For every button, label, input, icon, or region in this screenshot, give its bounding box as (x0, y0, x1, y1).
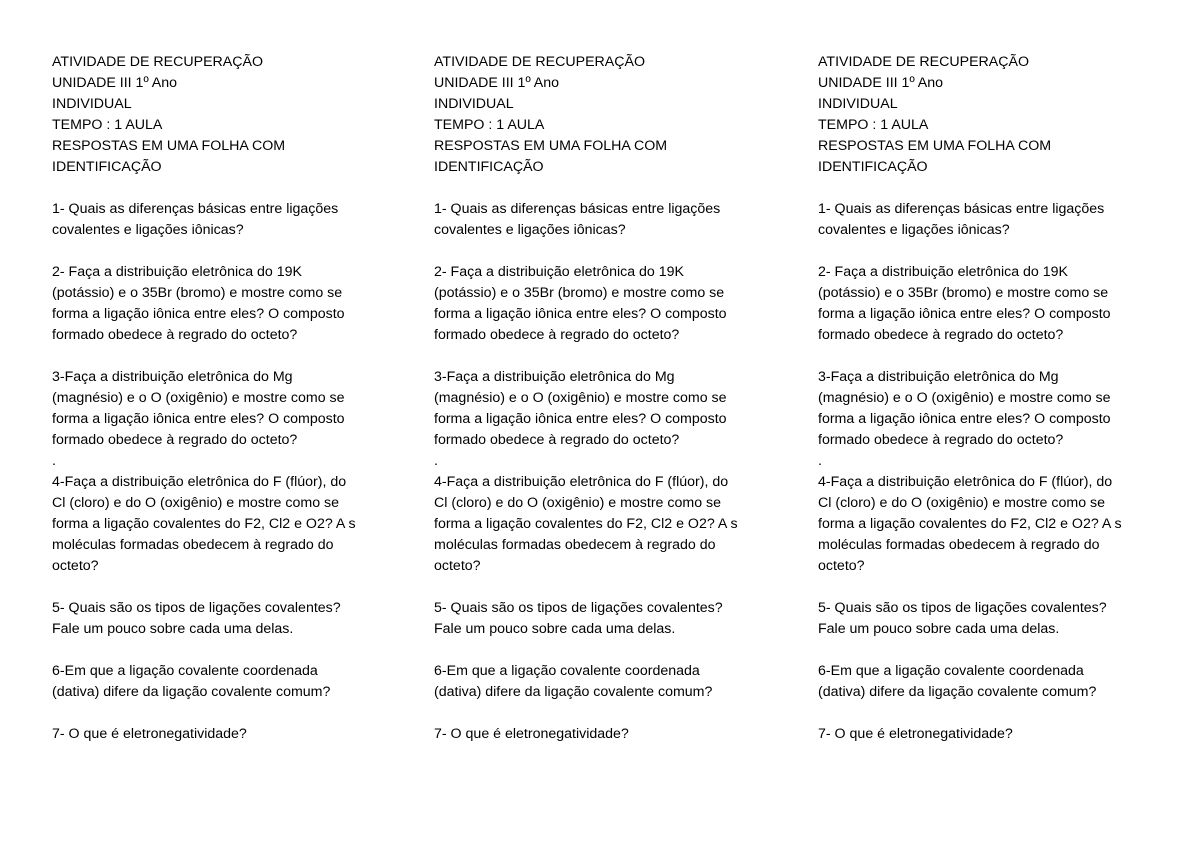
header-line-mode: INDIVIDUAL (818, 96, 898, 112)
question-6-line: 6-Em que a ligação covalente coordenada (52, 663, 318, 679)
question-3 (434, 367, 774, 451)
question-3-line: 3-Faça a distribuição eletrônica do Mg (434, 369, 675, 385)
question-2 (434, 262, 774, 346)
question-7 (434, 724, 774, 745)
question-3-line: formado obedece à regrado do octeto? (52, 432, 298, 448)
question-3-line: 3-Faça a distribuição eletrônica do Mg (52, 369, 293, 385)
question-5-line: Fale um pouco sobre cada uma delas. (434, 621, 676, 637)
question-1 (434, 199, 774, 241)
question-2-line: forma a ligação iônica entre eles? O composto (52, 306, 345, 322)
question-2 (52, 262, 392, 346)
header-line-instructions: RESPOSTAS EM UMA FOLHA COM (434, 138, 668, 154)
activity-header (818, 52, 1158, 178)
question-7 (818, 724, 1158, 745)
question-1-line: covalentes e ligações iônicas? (52, 222, 244, 238)
question-4-line: Cl (cloro) e do O (oxigênio) e mostre como se (52, 495, 340, 511)
question-3-line: (magnésio) e o O (oxigênio) e mostre como se (52, 390, 345, 406)
header-line-time: TEMPO : 1 AULA (52, 117, 163, 133)
question-4-line: 4-Faça a distribuição eletrônica do F (flúor), do (818, 474, 1113, 490)
question-4-line: Cl (cloro) e do O (oxigênio) e mostre como se (818, 495, 1106, 511)
header-line-time: TEMPO : 1 AULA (434, 117, 545, 133)
question-4-line: octeto? (52, 558, 99, 574)
question-3-line: formado obedece à regrado do octeto? (434, 432, 680, 448)
question-1-line: 1- Quais as diferenças básicas entre ligações (52, 201, 339, 217)
question-3-line: formado obedece à regrado do octeto? (818, 432, 1064, 448)
header-line-instructions: RESPOSTAS EM UMA FOLHA COM (52, 138, 286, 154)
question-1 (818, 199, 1158, 241)
question-2 (818, 262, 1158, 346)
question-3-line: (magnésio) e o O (oxigênio) e mostre como se (434, 390, 727, 406)
question-3-line: (magnésio) e o O (oxigênio) e mostre como se (818, 390, 1111, 406)
question-3-line: 3-Faça a distribuição eletrônica do Mg (818, 369, 1059, 385)
question-7-line: 7- O que é eletronegatividade? (818, 726, 1013, 742)
question-3-line: forma a ligação iônica entre eles? O composto (52, 411, 345, 427)
activity-header (52, 52, 392, 178)
question-3 (818, 367, 1158, 451)
question-4 (52, 472, 392, 577)
question-4 (434, 472, 774, 577)
question-4 (818, 472, 1158, 577)
question-6-line: (dativa) difere da ligação covalente comum? (434, 684, 713, 700)
activity-header (434, 52, 774, 178)
question-2-line: (potássio) e o 35Br (bromo) e mostre como se (434, 285, 725, 301)
question-4-line: moléculas formadas obedecem à regrado do (52, 537, 334, 553)
question-3-line: forma a ligação iônica entre eles? O composto (434, 411, 727, 427)
header-line-mode: INDIVIDUAL (52, 96, 132, 112)
header-line-identification: IDENTIFICAÇÃO (434, 159, 544, 175)
activity-column-2 (434, 52, 774, 745)
question-7-line: 7- O que é eletronegatividade? (52, 726, 247, 742)
question-1-line: covalentes e ligações iônicas? (434, 222, 626, 238)
question-4-line: 4-Faça a distribuição eletrônica do F (flúor), do (52, 474, 347, 490)
stray-dot: . (52, 453, 56, 469)
question-1 (52, 199, 392, 241)
question-4-line: octeto? (818, 558, 865, 574)
question-6 (434, 661, 774, 703)
question-6 (52, 661, 392, 703)
question-2-line: formado obedece à regrado do octeto? (434, 327, 680, 343)
stray-dot: . (434, 453, 438, 469)
question-5 (818, 598, 1158, 640)
activity-column-1 (52, 52, 392, 745)
question-1-line: 1- Quais as diferenças básicas entre ligações (434, 201, 721, 217)
activity-column-3 (818, 52, 1158, 745)
question-2-line: (potássio) e o 35Br (bromo) e mostre como se (818, 285, 1109, 301)
stray-dot: . (818, 453, 822, 469)
question-5-line: 5- Quais são os tipos de ligações covalentes? (434, 600, 723, 616)
question-4-line: moléculas formadas obedecem à regrado do (818, 537, 1100, 553)
question-2-line: forma a ligação iônica entre eles? O composto (818, 306, 1111, 322)
header-line-title: ATIVIDADE DE RECUPERAÇÃO (818, 54, 1030, 70)
question-2-line: 2- Faça a distribuição eletrônica do 19K (818, 264, 1068, 280)
question-2-line: formado obedece à regrado do octeto? (818, 327, 1064, 343)
question-4-line: forma a ligação covalentes do F2, Cl2 e O2? A s (434, 516, 738, 532)
question-2-line: forma a ligação iônica entre eles? O composto (434, 306, 727, 322)
question-1-line: covalentes e ligações iônicas? (818, 222, 1010, 238)
question-6-line: 6-Em que a ligação covalente coordenada (818, 663, 1084, 679)
question-5-line: Fale um pouco sobre cada uma delas. (52, 621, 294, 637)
question-5-line: Fale um pouco sobre cada uma delas. (818, 621, 1060, 637)
question-6-line: (dativa) difere da ligação covalente comum? (52, 684, 331, 700)
question-5 (52, 598, 392, 640)
question-4-line: Cl (cloro) e do O (oxigênio) e mostre como se (434, 495, 722, 511)
header-line-unit: UNIDADE III 1º Ano (52, 75, 178, 91)
question-7-line: 7- O que é eletronegatividade? (434, 726, 629, 742)
header-line-title: ATIVIDADE DE RECUPERAÇÃO (434, 54, 646, 70)
question-2-line: 2- Faça a distribuição eletrônica do 19K (434, 264, 684, 280)
header-line-unit: UNIDADE III 1º Ano (434, 75, 560, 91)
header-line-identification: IDENTIFICAÇÃO (818, 159, 928, 175)
question-5-line: 5- Quais são os tipos de ligações covalentes? (818, 600, 1107, 616)
question-4-line: octeto? (434, 558, 481, 574)
header-line-title: ATIVIDADE DE RECUPERAÇÃO (52, 54, 264, 70)
question-1-line: 1- Quais as diferenças básicas entre ligações (818, 201, 1105, 217)
question-2-line: 2- Faça a distribuição eletrônica do 19K (52, 264, 302, 280)
question-6-line: 6-Em que a ligação covalente coordenada (434, 663, 700, 679)
question-2-line: (potássio) e o 35Br (bromo) e mostre como se (52, 285, 343, 301)
header-line-instructions: RESPOSTAS EM UMA FOLHA COM (818, 138, 1052, 154)
question-2-line: formado obedece à regrado do octeto? (52, 327, 298, 343)
question-7 (52, 724, 392, 745)
question-4-line: moléculas formadas obedecem à regrado do (434, 537, 716, 553)
header-line-identification: IDENTIFICAÇÃO (52, 159, 162, 175)
question-4-line: 4-Faça a distribuição eletrônica do F (flúor), do (434, 474, 729, 490)
question-5 (434, 598, 774, 640)
question-5-line: 5- Quais são os tipos de ligações covalentes? (52, 600, 341, 616)
question-4-line: forma a ligação covalentes do F2, Cl2 e O2? A s (818, 516, 1122, 532)
question-6-line: (dativa) difere da ligação covalente comum? (818, 684, 1097, 700)
question-4-line: forma a ligação covalentes do F2, Cl2 e O2? A s (52, 516, 356, 532)
header-line-unit: UNIDADE III 1º Ano (818, 75, 944, 91)
question-3-line: forma a ligação iônica entre eles? O composto (818, 411, 1111, 427)
header-line-time: TEMPO : 1 AULA (818, 117, 929, 133)
question-3 (52, 367, 392, 451)
question-6 (818, 661, 1158, 703)
header-line-mode: INDIVIDUAL (434, 96, 514, 112)
